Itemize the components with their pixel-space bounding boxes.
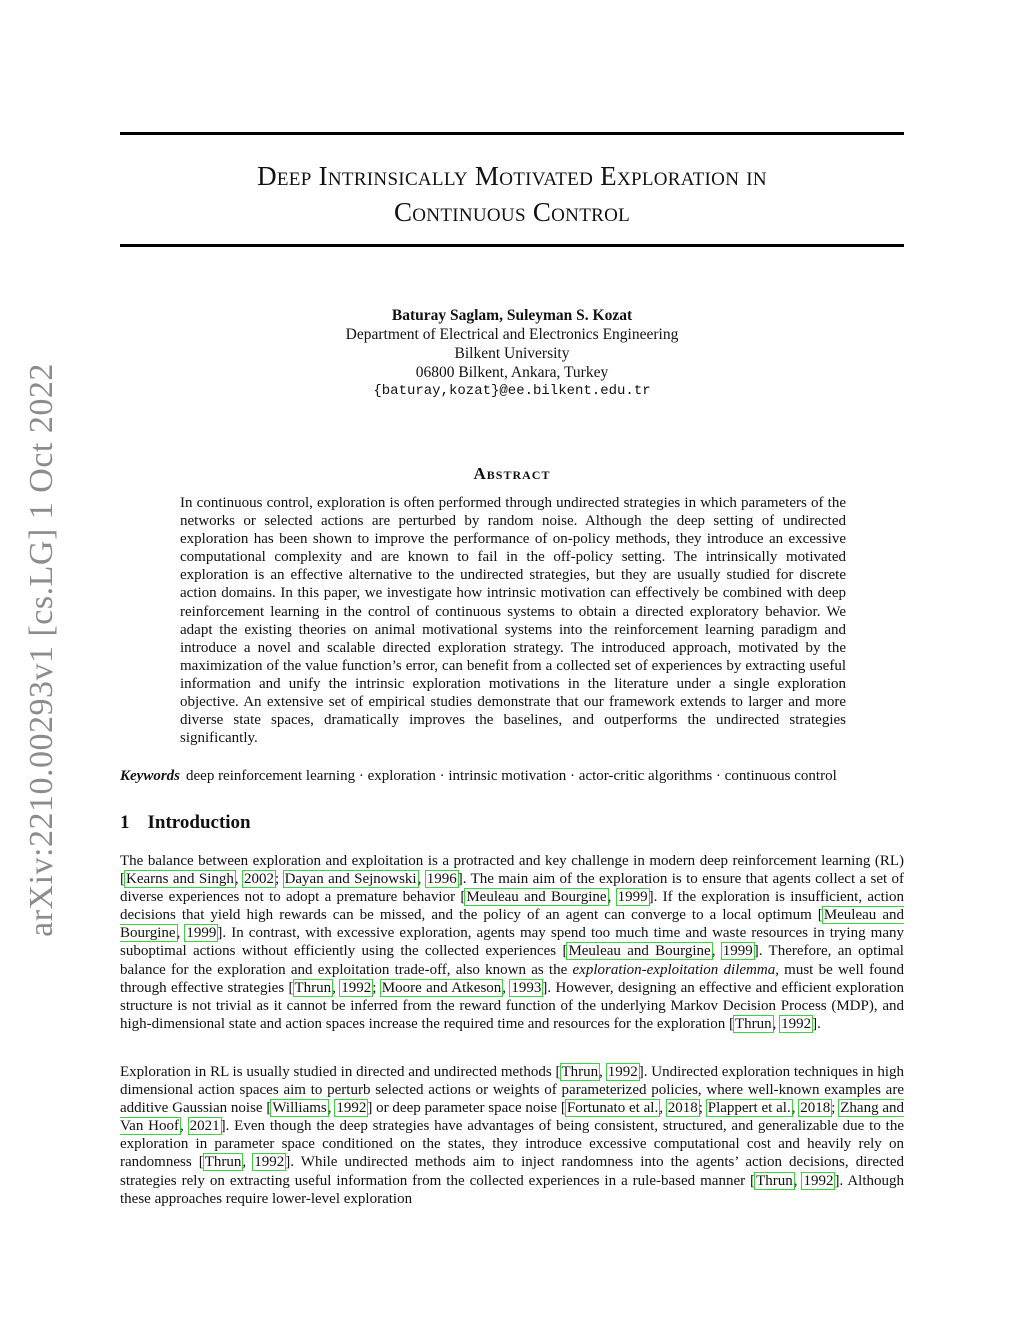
keywords-line — [120, 767, 904, 785]
citation-link[interactable]: Thrun — [734, 1015, 772, 1032]
abstract-text: In continuous control, exploration is often performed through undirected strategies in which parameters of the networks or selected actions are perturbed by random noise. Although the deep setting of undirected exploration has been shown to improve the performance of on-policy methods, they introduce an excessive computational complexity and are known to fail in the off-policy setting. The intrinsically motivated exploration is an effective alternative to the undirected strategies, but they are usually studied for discrete action domains. In this paper, we investigate how intrinsic motivation can effectively be combined with deep reinforcement learning in the control of continuous systems to obtain a directed exploratory behavior. We adapt the existing theories on animal motivational systems into the reinforcement learning paradigm and introduce a novel and scalable directed exploration strategy. The introduced approach, motivated by the maximization of the value function’s error, can benefit from a collected set of experiences by extracting useful information and unify the intrinsic exploration motivations in the literature under a single exploration objective. An extensive set of empirical studies demonstrate that our framework extends to larger and more diverse state spaces, dramatically improves the baselines, and outperforms the undirected strategies significantly. — [180, 495, 846, 747]
intro-paragraph-2 — [120, 1063, 904, 1208]
text-run: ; — [372, 979, 381, 996]
text-run: ]. Undirected exploration techniques in high dimensional action spaces aim to perturb selected actions or weights of parameterized policies, where well-known examples are additive Gaussian noise [ — [120, 1064, 905, 1117]
affiliation-university: Bilkent University — [454, 345, 570, 362]
citation-link[interactable]: 1992 — [607, 1064, 638, 1080]
arxiv-identifier-stamp — [22, 365, 62, 935]
text-run: , — [327, 1100, 336, 1117]
citation-link[interactable]: Thrun — [561, 1064, 599, 1080]
citation-link[interactable]: Plappert et al. — [707, 1100, 791, 1117]
citation-link[interactable]: Thrun — [756, 1172, 793, 1189]
text-run: , — [176, 925, 186, 942]
text-run: , — [502, 979, 511, 996]
text-run: , — [180, 1118, 189, 1135]
text-run: , — [332, 979, 341, 996]
text-run: ]. The main aim of the exploration is to ensure that agents collect a set of diverse experiences not to adopt a premature behavior [ — [120, 871, 905, 906]
citation-link[interactable]: 1992 — [336, 1100, 367, 1117]
text-run: , — [659, 1100, 667, 1117]
text-run: ; — [698, 1100, 707, 1117]
text-run: ]. However, designing an effective and efficient exploration structure is not trivial as it cannot be inferred from the reward function of the underlying Markov Decision Process (MDP), and high-dimensional state and action spaces increase the required time and resources for the exploration [ — [120, 979, 904, 1032]
author-block — [120, 306, 904, 401]
citation-link[interactable]: 1992 — [341, 979, 372, 996]
text-run: , — [234, 871, 244, 888]
citation-link[interactable]: Meuleau and Bourgine — [120, 907, 905, 942]
citation-link[interactable]: 1993 — [511, 979, 542, 996]
citation-link[interactable]: Fortunato et al. — [566, 1100, 659, 1117]
emphasized-term: exploration-exploitation dilemma — [572, 961, 776, 978]
title-bottom-rule — [120, 244, 904, 247]
citation-link[interactable]: 1996 — [426, 871, 457, 888]
paper-title — [120, 158, 904, 230]
citation-link[interactable]: 1999 — [722, 943, 753, 960]
author-names: Baturay Saglam, Suleyman S. Kozat — [391, 307, 633, 324]
citation-link[interactable]: 1992 — [781, 1015, 812, 1032]
title-line-2: Continuous Control — [393, 197, 631, 227]
text-run: , — [599, 1064, 607, 1080]
section-title: Introduction — [147, 812, 251, 833]
text-run: , must be well found through effective strategies [ — [120, 961, 904, 996]
text-run: , — [242, 1154, 254, 1171]
abstract-heading: Abstract — [473, 464, 551, 483]
text-run: , — [791, 1100, 800, 1117]
citation-link[interactable]: Meuleau and Bourgine — [466, 889, 607, 906]
text-run: , — [793, 1172, 803, 1189]
text-run: ]. While undirected methods aim to inject randomness into the agents’ action decisions, directed strategies rely on extracting useful information from the collected experiences in a rule-based manner [ — [120, 1154, 905, 1189]
citation-link[interactable]: 2021 — [189, 1118, 220, 1135]
keywords-text: deep reinforcement learning · exploration · intrinsic motivation · actor-critic algorithms · continuous control — [186, 768, 837, 784]
text-run: ]. Although these approaches require lower-level exploration — [120, 1172, 904, 1207]
arxiv-identifier-text: arXiv:2210.00293v1 [cs.LG] 1 Oct 2022 — [23, 363, 60, 937]
citation-link[interactable]: 1999 — [617, 889, 648, 906]
citation-link[interactable]: Zhang and Van Hoof — [120, 1100, 905, 1135]
text-run: ]. If the exploration is insufficient, action decisions that yield high rewards can be missed, and the policy of an agent can converge to a local optimum [ — [120, 889, 904, 924]
text-run: ; — [275, 871, 284, 888]
text-run: Exploration in RL is usually studied in directed and undirected methods [ — [120, 1064, 561, 1080]
title-line-1: Deep Intrinsically Motivated Exploration in — [257, 161, 767, 191]
citation-link[interactable]: 1999 — [186, 925, 217, 942]
keywords-label: Keywords — [120, 768, 180, 784]
citation-link[interactable]: 1992 — [803, 1172, 834, 1189]
text-run: ] or deep parameter space noise [ — [367, 1100, 566, 1117]
text-run: , — [417, 871, 426, 888]
text-run: ; — [831, 1100, 840, 1117]
citation-link[interactable]: Thrun — [294, 979, 332, 996]
title-top-rule — [120, 132, 904, 135]
intro-paragraph-1 — [120, 852, 904, 1033]
text-run: , — [711, 943, 722, 960]
text-run: , — [772, 1015, 781, 1032]
citation-link[interactable]: Thrun — [204, 1154, 242, 1171]
text-run: The balance between exploration and exploitation is a protracted and key challenge in modern deep reinforcement learning (RL) [ — [120, 853, 904, 888]
citation-link[interactable]: Moore and Atkeson — [381, 979, 502, 996]
citation-link[interactable]: Dayan and Sejnowski — [284, 871, 417, 888]
citation-link[interactable]: Kearns and Singh — [126, 871, 234, 888]
text-run: ]. In contrast, with excessive exploration, agents may spend too much time and waste resources in trying many suboptimal actions without efficiently using the collected experiences [ — [120, 925, 905, 960]
citation-link[interactable]: 1992 — [254, 1154, 285, 1171]
section-number: 1 — [120, 812, 130, 833]
text-run: ]. Even though the deep strategies have advantages of being consistent, structured, and generalizable due to the exploration in parameter space conditioned on the states, they introduce excessive computational cost and heavily rely on randomness [ — [120, 1118, 905, 1171]
citation-link[interactable]: 2002 — [244, 871, 275, 888]
affiliation-address: 06800 Bilkent, Ankara, Turkey — [415, 364, 609, 381]
text-run: ]. — [812, 1015, 821, 1032]
citation-link[interactable]: 2018 — [667, 1100, 698, 1117]
citation-link[interactable]: 2018 — [800, 1100, 831, 1117]
text-run: , — [607, 889, 617, 906]
citation-link[interactable]: Meuleau and Bourgine — [568, 943, 711, 960]
affiliation-department: Department of Electrical and Electronics Engineering — [345, 326, 679, 343]
section-heading-introduction — [120, 812, 251, 834]
citation-link[interactable]: Williams — [272, 1100, 327, 1117]
author-email[interactable]: {baturay,kozat}@ee.bilkent.edu.tr — [373, 383, 651, 399]
text-run: ]. Therefore, an optimal balance for the exploration and exploitation trade-off, also known as the — [120, 943, 904, 978]
